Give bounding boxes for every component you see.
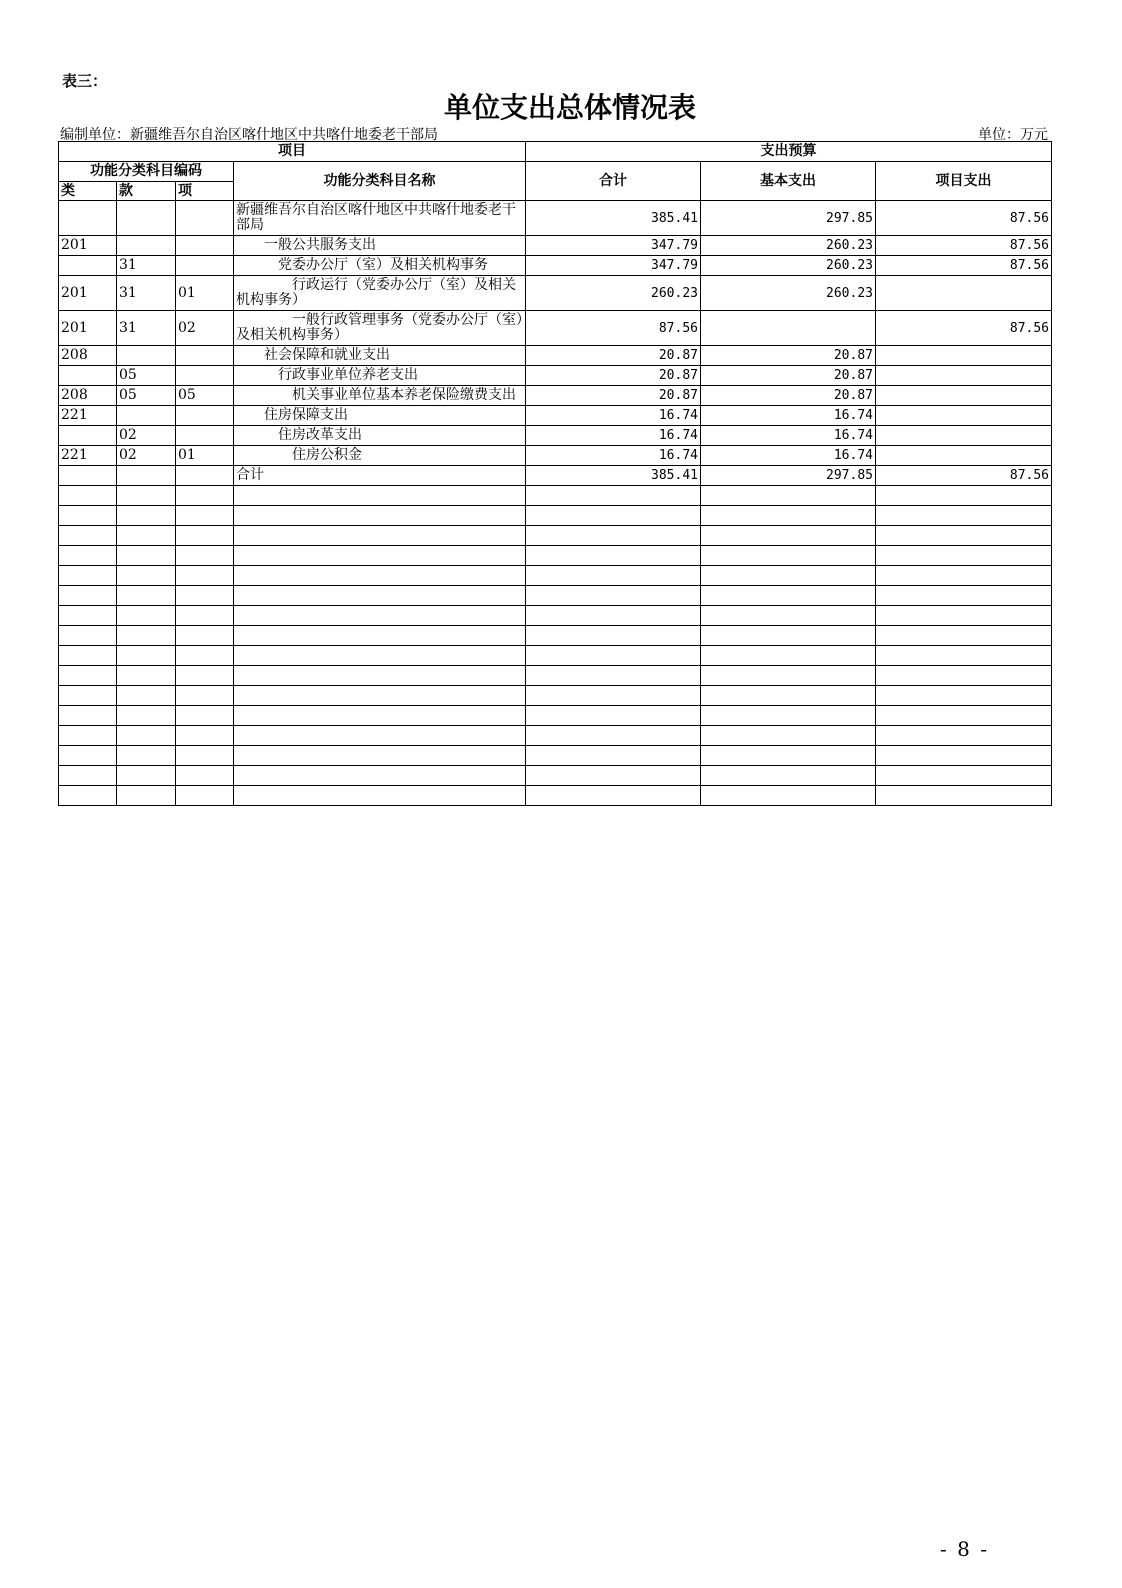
subject-name-cell: 社会保障和就业支出	[234, 346, 526, 366]
subject-name-cell: 行政事业单位养老支出	[234, 366, 526, 386]
code-lei-cell	[59, 201, 117, 236]
blank-cell	[526, 606, 701, 626]
blank-cell	[117, 526, 176, 546]
blank-cell	[234, 686, 526, 706]
blank-cell	[176, 686, 234, 706]
code-kuan-cell: 31	[117, 311, 176, 346]
blank-cell	[526, 786, 701, 806]
blank-cell	[117, 786, 176, 806]
project-header: 项目	[59, 142, 526, 162]
blank-cell	[176, 486, 234, 506]
blank-row	[59, 706, 1052, 726]
blank-cell	[59, 606, 117, 626]
code-lei-cell	[59, 426, 117, 446]
code-xiang-cell	[176, 236, 234, 256]
code-kuan-cell: 31	[117, 276, 176, 311]
blank-row	[59, 626, 1052, 646]
basic-amount-cell: 16.74	[701, 406, 876, 426]
table-row	[59, 466, 1052, 486]
total-amount-cell: 260.23	[526, 276, 701, 311]
blank-cell	[701, 526, 876, 546]
kuan-header: 款	[117, 182, 176, 201]
basic-amount-cell: 297.85	[701, 466, 876, 486]
project-amount-cell	[876, 406, 1052, 426]
blank-cell	[59, 626, 117, 646]
blank-row	[59, 526, 1052, 546]
blank-cell	[117, 486, 176, 506]
blank-cell	[234, 706, 526, 726]
code-xiang-cell	[176, 406, 234, 426]
blank-cell	[234, 766, 526, 786]
basic-amount-cell: 20.87	[701, 366, 876, 386]
code-xiang-cell	[176, 366, 234, 386]
code-group-header: 功能分类科目编码	[59, 162, 234, 182]
blank-cell	[117, 626, 176, 646]
blank-cell	[526, 626, 701, 646]
blank-cell	[876, 746, 1052, 766]
blank-cell	[876, 666, 1052, 686]
basic-amount-cell: 260.23	[701, 256, 876, 276]
subject-name-cell: 党委办公厅（室）及相关机构事务	[234, 256, 526, 276]
blank-cell	[176, 586, 234, 606]
budget-header: 支出预算	[526, 142, 1052, 162]
blank-cell	[59, 506, 117, 526]
project-amount-cell	[876, 276, 1052, 311]
lei-header: 类	[59, 182, 117, 201]
blank-cell	[876, 586, 1052, 606]
blank-cell	[876, 786, 1052, 806]
code-lei-cell	[59, 466, 117, 486]
blank-cell	[526, 586, 701, 606]
code-lei-cell: 201	[59, 236, 117, 256]
blank-cell	[176, 626, 234, 646]
blank-cell	[234, 746, 526, 766]
code-xiang-cell	[176, 426, 234, 446]
blank-cell	[117, 586, 176, 606]
blank-cell	[526, 566, 701, 586]
expenditure-table	[58, 141, 1052, 806]
basic-column-header: 基本支出	[701, 162, 876, 201]
table-row	[59, 236, 1052, 256]
blank-row	[59, 506, 1052, 526]
total-amount-cell: 385.41	[526, 201, 701, 236]
code-lei-cell: 221	[59, 406, 117, 426]
blank-cell	[176, 506, 234, 526]
blank-cell	[526, 526, 701, 546]
blank-cell	[59, 586, 117, 606]
code-lei-cell: 208	[59, 346, 117, 366]
subject-name-cell: 住房保障支出	[234, 406, 526, 426]
code-lei-cell	[59, 256, 117, 276]
total-amount-cell: 16.74	[526, 406, 701, 426]
currency-unit: 单位：万元	[978, 127, 1048, 143]
blank-cell	[59, 526, 117, 546]
blank-row	[59, 666, 1052, 686]
project-amount-cell	[876, 366, 1052, 386]
blank-cell	[701, 726, 876, 746]
code-kuan-cell: 02	[117, 426, 176, 446]
basic-amount-cell: 297.85	[701, 201, 876, 236]
blank-cell	[176, 546, 234, 566]
total-amount-cell: 16.74	[526, 426, 701, 446]
blank-cell	[59, 706, 117, 726]
blank-cell	[176, 566, 234, 586]
subject-name-cell: 合计	[234, 466, 526, 486]
blank-cell	[176, 726, 234, 746]
code-lei-cell: 221	[59, 446, 117, 466]
code-kuan-cell	[117, 406, 176, 426]
blank-cell	[876, 686, 1052, 706]
basic-amount-cell: 16.74	[701, 426, 876, 446]
code-xiang-cell	[176, 466, 234, 486]
table-row	[59, 276, 1052, 311]
blank-cell	[59, 486, 117, 506]
blank-cell	[117, 546, 176, 566]
name-column-header: 功能分类科目名称	[234, 162, 526, 201]
blank-cell	[59, 646, 117, 666]
blank-row	[59, 726, 1052, 746]
code-lei-cell: 201	[59, 311, 117, 346]
blank-cell	[701, 666, 876, 686]
blank-row	[59, 486, 1052, 506]
blank-cell	[701, 586, 876, 606]
blank-cell	[701, 746, 876, 766]
basic-amount-cell: 260.23	[701, 236, 876, 256]
blank-cell	[176, 746, 234, 766]
blank-cell	[701, 686, 876, 706]
blank-cell	[876, 546, 1052, 566]
code-kuan-cell	[117, 201, 176, 236]
blank-cell	[526, 726, 701, 746]
blank-cell	[117, 566, 176, 586]
blank-cell	[59, 726, 117, 746]
blank-cell	[701, 506, 876, 526]
code-kuan-cell: 02	[117, 446, 176, 466]
blank-cell	[176, 606, 234, 626]
blank-cell	[701, 706, 876, 726]
project-amount-cell	[876, 386, 1052, 406]
compiling-unit: 编制单位：新疆维吾尔自治区喀什地区中共喀什地委老干部局	[60, 127, 438, 143]
code-kuan-cell: 05	[117, 386, 176, 406]
project-amount-cell: 87.56	[876, 201, 1052, 236]
blank-cell	[701, 546, 876, 566]
blank-cell	[234, 606, 526, 626]
code-kuan-cell	[117, 346, 176, 366]
blank-cell	[234, 666, 526, 686]
blank-cell	[701, 606, 876, 626]
project-column-header: 项目支出	[876, 162, 1052, 201]
code-xiang-cell: 05	[176, 386, 234, 406]
blank-cell	[876, 506, 1052, 526]
blank-cell	[701, 486, 876, 506]
blank-cell	[59, 786, 117, 806]
blank-cell	[176, 526, 234, 546]
blank-row	[59, 746, 1052, 766]
blank-cell	[526, 486, 701, 506]
blank-cell	[176, 706, 234, 726]
blank-cell	[176, 786, 234, 806]
blank-cell	[701, 566, 876, 586]
blank-cell	[59, 746, 117, 766]
blank-cell	[526, 706, 701, 726]
blank-cell	[234, 526, 526, 546]
blank-cell	[876, 766, 1052, 786]
project-amount-cell: 87.56	[876, 256, 1052, 276]
subject-name-cell: 行政运行（党委办公厅（室）及相关机构事务）	[234, 276, 526, 311]
blank-cell	[59, 766, 117, 786]
table-label: 表三：	[62, 72, 108, 90]
blank-cell	[117, 686, 176, 706]
subject-name-cell: 一般公共服务支出	[234, 236, 526, 256]
blank-cell	[117, 666, 176, 686]
page-title: 单位支出总体情况表	[443, 91, 696, 124]
table-row	[59, 201, 1052, 236]
table-row	[59, 366, 1052, 386]
blank-cell	[234, 726, 526, 746]
code-xiang-cell: 02	[176, 311, 234, 346]
blank-cell	[876, 486, 1052, 506]
blank-cell	[176, 766, 234, 786]
blank-cell	[876, 606, 1052, 626]
basic-amount-cell	[701, 311, 876, 346]
code-lei-cell	[59, 366, 117, 386]
blank-cell	[526, 506, 701, 526]
total-column-header: 合计	[526, 162, 701, 201]
blank-row	[59, 606, 1052, 626]
project-amount-cell: 87.56	[876, 236, 1052, 256]
blank-cell	[526, 646, 701, 666]
subject-name-cell: 新疆维吾尔自治区喀什地区中共喀什地委老干部局	[234, 201, 526, 236]
blank-cell	[176, 646, 234, 666]
code-kuan-cell	[117, 466, 176, 486]
blank-cell	[117, 706, 176, 726]
blank-cell	[117, 746, 176, 766]
blank-cell	[117, 766, 176, 786]
blank-cell	[117, 726, 176, 746]
total-amount-cell: 87.56	[526, 311, 701, 346]
blank-cell	[59, 666, 117, 686]
blank-cell	[526, 686, 701, 706]
basic-amount-cell: 20.87	[701, 346, 876, 366]
blank-cell	[701, 786, 876, 806]
table-row	[59, 346, 1052, 366]
blank-row	[59, 546, 1052, 566]
total-amount-cell: 16.74	[526, 446, 701, 466]
blank-row	[59, 586, 1052, 606]
blank-cell	[526, 546, 701, 566]
table-row	[59, 426, 1052, 446]
blank-row	[59, 646, 1052, 666]
project-amount-cell: 87.56	[876, 466, 1052, 486]
table-row	[59, 256, 1052, 276]
blank-cell	[234, 506, 526, 526]
subject-name-cell: 住房改革支出	[234, 426, 526, 446]
code-xiang-cell	[176, 346, 234, 366]
blank-cell	[876, 526, 1052, 546]
table-row	[59, 446, 1052, 466]
code-xiang-cell	[176, 256, 234, 276]
table-row	[59, 406, 1052, 426]
total-amount-cell: 20.87	[526, 386, 701, 406]
blank-cell	[876, 566, 1052, 586]
xiang-header: 项	[176, 182, 234, 201]
table-row	[59, 386, 1052, 406]
subject-name-cell: 一般行政管理事务（党委办公厅（室）及相关机构事务）	[234, 311, 526, 346]
code-xiang-cell: 01	[176, 446, 234, 466]
basic-amount-cell: 260.23	[701, 276, 876, 311]
blank-cell	[876, 646, 1052, 666]
blank-cell	[59, 566, 117, 586]
project-amount-cell	[876, 346, 1052, 366]
blank-cell	[701, 766, 876, 786]
blank-row	[59, 786, 1052, 806]
table-row	[59, 311, 1052, 346]
blank-cell	[526, 666, 701, 686]
subject-name-cell: 住房公积金	[234, 446, 526, 466]
total-amount-cell: 347.79	[526, 236, 701, 256]
blank-cell	[234, 486, 526, 506]
code-lei-cell: 208	[59, 386, 117, 406]
blank-row	[59, 566, 1052, 586]
total-amount-cell: 20.87	[526, 346, 701, 366]
project-amount-cell	[876, 426, 1052, 446]
blank-cell	[117, 606, 176, 626]
code-kuan-cell: 31	[117, 256, 176, 276]
blank-cell	[876, 706, 1052, 726]
blank-cell	[234, 586, 526, 606]
blank-row	[59, 686, 1052, 706]
blank-cell	[117, 646, 176, 666]
blank-cell	[876, 726, 1052, 746]
page-number: - 8 -	[940, 1537, 989, 1561]
blank-cell	[234, 566, 526, 586]
basic-amount-cell: 20.87	[701, 386, 876, 406]
blank-cell	[234, 626, 526, 646]
subject-name-cell: 机关事业单位基本养老保险缴费支出	[234, 386, 526, 406]
basic-amount-cell: 16.74	[701, 446, 876, 466]
blank-cell	[876, 626, 1052, 646]
blank-cell	[234, 546, 526, 566]
blank-cell	[234, 646, 526, 666]
blank-cell	[117, 506, 176, 526]
blank-cell	[526, 746, 701, 766]
code-xiang-cell: 01	[176, 276, 234, 311]
project-amount-cell	[876, 446, 1052, 466]
code-kuan-cell	[117, 236, 176, 256]
blank-cell	[701, 646, 876, 666]
project-amount-cell: 87.56	[876, 311, 1052, 346]
blank-cell	[701, 626, 876, 646]
total-amount-cell: 385.41	[526, 466, 701, 486]
blank-cell	[176, 666, 234, 686]
code-lei-cell: 201	[59, 276, 117, 311]
code-kuan-cell: 05	[117, 366, 176, 386]
blank-cell	[234, 786, 526, 806]
total-amount-cell: 20.87	[526, 366, 701, 386]
code-xiang-cell	[176, 201, 234, 236]
blank-cell	[59, 686, 117, 706]
blank-cell	[59, 546, 117, 566]
blank-cell	[526, 766, 701, 786]
blank-row	[59, 766, 1052, 786]
total-amount-cell: 347.79	[526, 256, 701, 276]
